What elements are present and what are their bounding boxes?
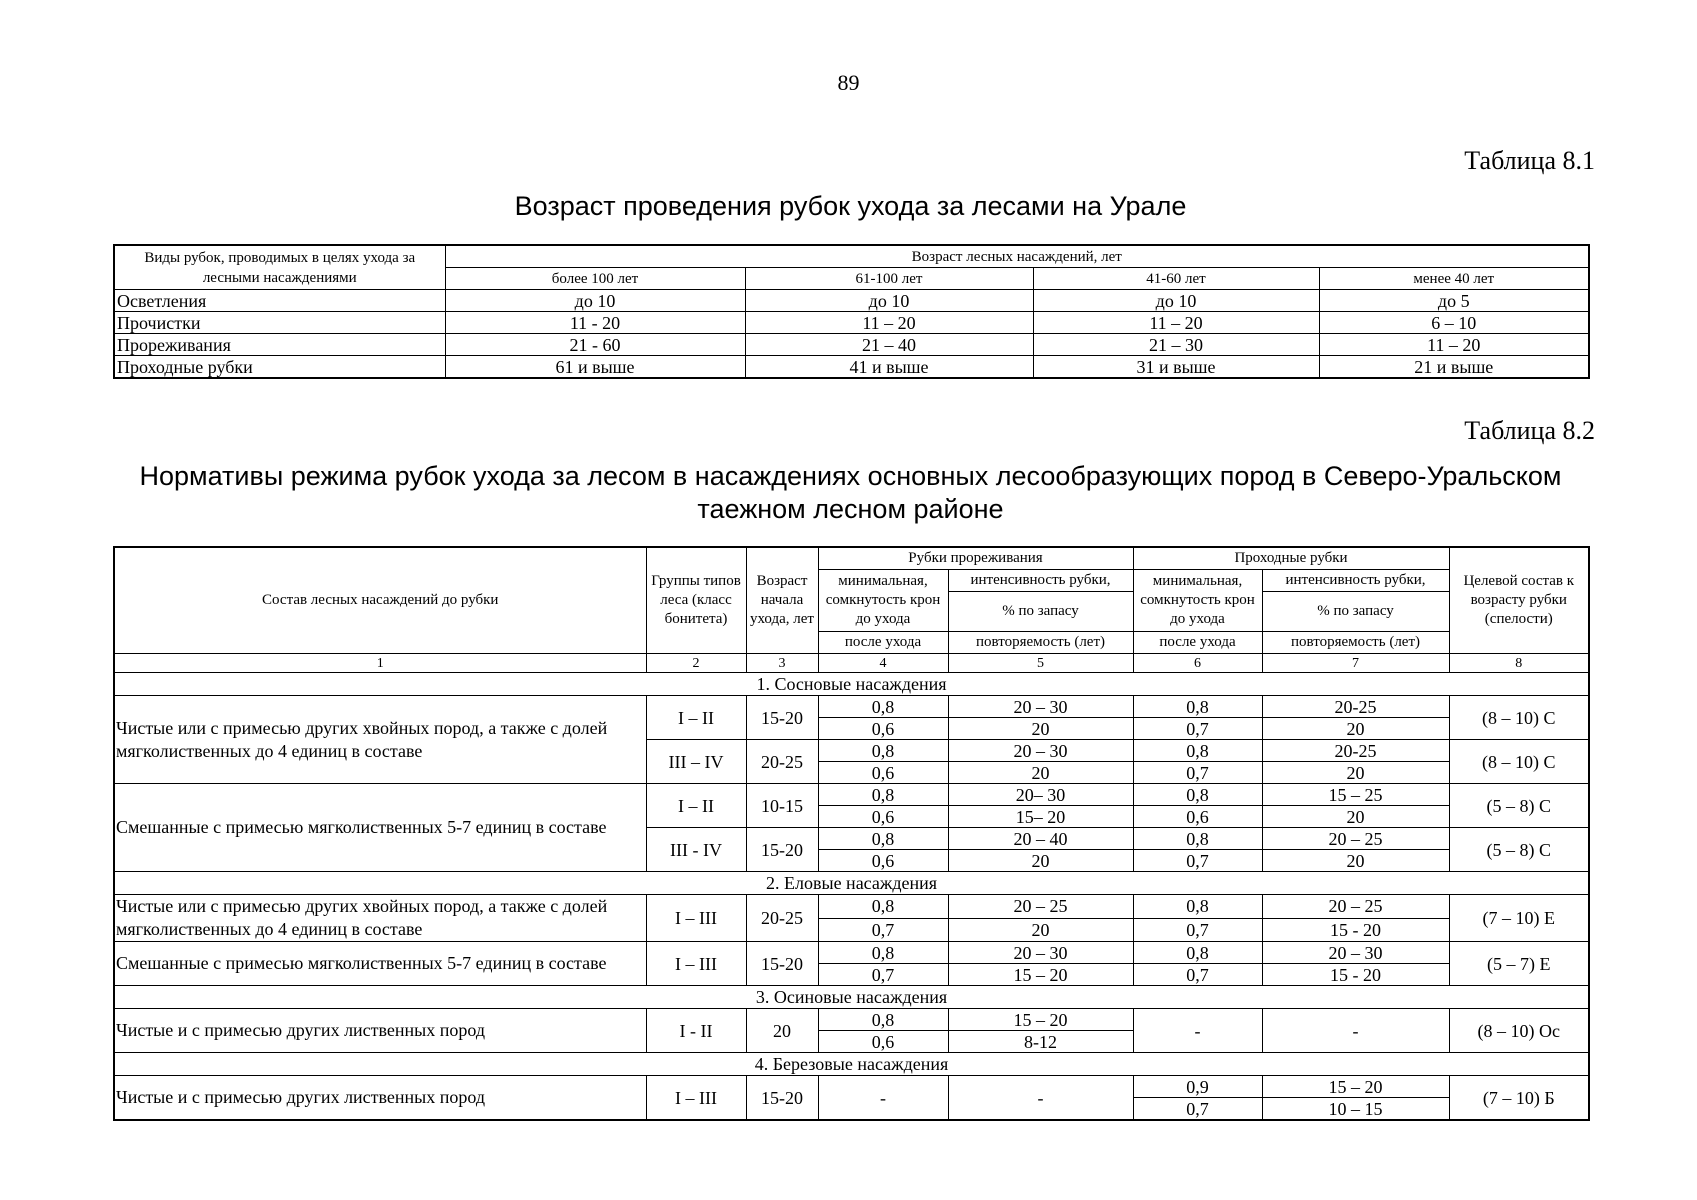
t2-age: 15-20: [746, 696, 818, 740]
t2-col-number: 6: [1133, 654, 1262, 673]
table-row: [114, 290, 1589, 312]
t2-cell: 0,8: [818, 784, 948, 806]
t1-header-age: 61-100 лет: [745, 268, 1033, 290]
table-8-2-title: Нормативы режима рубок ухода за лесом в насаждениях основных лесообразующих пород в Северо-Уральском таежном лесном районе: [139, 461, 1562, 524]
t2-cell: 20 – 30: [948, 740, 1133, 762]
t2-composition: Чистые или с примесью других хвойных пород, а также с долей мягколиственных до 4 единиц в составе: [114, 895, 646, 942]
t1-cell: 21 – 40: [745, 334, 1033, 356]
t2-section-aspen: 3. Осиновые насаждения: [114, 986, 1589, 1009]
t2-header-repeat: повторяемость (лет): [948, 632, 1133, 654]
t2-composition: Смешанные с примесью мягколиственных 5-7 единиц в составе: [114, 942, 646, 986]
t2-col-number: 8: [1449, 654, 1589, 673]
table-8-1-title: Возраст проведения рубок ухода за лесами на Урале: [514, 191, 1187, 221]
t2-cell: 20 – 40: [948, 828, 1133, 850]
t2-header-composition: Состав лесных насаждений до рубки: [114, 547, 646, 654]
t2-cell: 0,7: [1133, 918, 1262, 942]
t2-section-spruce: 2. Еловые насаждения: [114, 872, 1589, 895]
t2-cell: 0,8: [1133, 696, 1262, 718]
t2-group: I – III: [646, 1076, 746, 1121]
t2-group: I – III: [646, 895, 746, 942]
t1-cell: 11 – 20: [1319, 334, 1589, 356]
t1-cell: до 10: [1033, 290, 1319, 312]
t1-row-name: Прочистки: [114, 312, 445, 334]
t2-header-intensity: интенсивность рубки,: [1262, 570, 1449, 592]
t2-age: 15-20: [746, 942, 818, 986]
t2-section-birch: 4. Березовые насаждения: [114, 1053, 1589, 1076]
t2-cell: 20-25: [1262, 740, 1449, 762]
t2-col-number: 2: [646, 654, 746, 673]
t1-cell: 21 - 60: [445, 334, 745, 356]
t2-cell: 0,6: [818, 718, 948, 740]
t2-cell: 0,7: [1133, 718, 1262, 740]
t1-row-name: Проходные рубки: [114, 356, 445, 379]
t2-cell: -: [1133, 1009, 1262, 1053]
t2-composition: Чистые или с примесью других хвойных пород, а также с долей мягколиственных до 4 единиц в составе: [114, 696, 646, 784]
t2-col-number: 7: [1262, 654, 1449, 673]
t2-cell: 0,8: [1133, 942, 1262, 964]
t1-header-age: 41-60 лет: [1033, 268, 1319, 290]
t1-cell: 11 – 20: [745, 312, 1033, 334]
t2-header-repeat: повторяемость (лет): [1262, 632, 1449, 654]
t2-header-after: после ухода: [818, 632, 948, 654]
t1-header-age-group: Возраст лесных насаждений, лет: [445, 245, 1589, 268]
t2-cell: 0,8: [1133, 828, 1262, 850]
t2-cell: -: [818, 1076, 948, 1121]
t2-section-pine: 1. Сосновые насаждения: [114, 673, 1589, 696]
t2-cell: 15– 20: [948, 806, 1133, 828]
t1-cell: до 10: [445, 290, 745, 312]
t2-cell: 20 – 30: [948, 696, 1133, 718]
t2-cell: 0,8: [818, 828, 948, 850]
t2-age: 15-20: [746, 1076, 818, 1121]
table-row: [114, 696, 1589, 718]
t2-composition: Чистые и с примесью других лиственных пород: [114, 1009, 646, 1053]
t2-header-target: Целевой состав к возрасту рубки (спелости): [1449, 547, 1589, 654]
t2-target: (5 – 8) С: [1449, 784, 1589, 828]
t2-header-start-age: Возраст начала ухода, лет: [746, 547, 818, 654]
t2-cell: 20 – 25: [1262, 895, 1449, 919]
table-8-2-label: Таблица 8.2: [1464, 416, 1595, 445]
t1-cell: до 5: [1319, 290, 1589, 312]
t2-cell: 0,7: [1133, 850, 1262, 872]
t2-header-forest-group: Группы типов леса (класс бонитета): [646, 547, 746, 654]
table-row: [114, 334, 1589, 356]
table-8-2: [113, 546, 1590, 1121]
t1-row-name: Прореживания: [114, 334, 445, 356]
t1-cell: 11 - 20: [445, 312, 745, 334]
t2-cell: 15 - 20: [1262, 918, 1449, 942]
t2-cell: -: [1262, 1009, 1449, 1053]
t2-cell: 20– 30: [948, 784, 1133, 806]
t1-cell: до 10: [745, 290, 1033, 312]
t2-col-number: 3: [746, 654, 818, 673]
t2-cell: -: [948, 1076, 1133, 1121]
t2-cell: 0,7: [1133, 964, 1262, 986]
t2-header-thinning: Рубки прореживания: [818, 547, 1133, 570]
t1-row-name: Осветления: [114, 290, 445, 312]
t1-cell: 11 – 20: [1033, 312, 1319, 334]
t2-cell: 0,6: [818, 806, 948, 828]
t1-cell: 21 и выше: [1319, 356, 1589, 379]
t2-cell: 0,6: [818, 762, 948, 784]
t2-cell: 0,8: [818, 696, 948, 718]
table-row: [114, 312, 1589, 334]
t2-header-after: после ухода: [1133, 632, 1262, 654]
t2-target: (7 – 10) Е: [1449, 895, 1589, 942]
t2-cell: 0,7: [818, 964, 948, 986]
table-row: [114, 1009, 1589, 1031]
t2-cell: 20: [948, 850, 1133, 872]
t2-cell: 0,8: [818, 740, 948, 762]
table-row: [114, 895, 1589, 919]
t2-cell: 20: [948, 762, 1133, 784]
t2-group: III - IV: [646, 828, 746, 872]
table-row: [114, 1076, 1589, 1098]
t2-cell: 20: [1262, 762, 1449, 784]
t2-cell: 8-12: [948, 1031, 1133, 1053]
t1-cell: 21 – 30: [1033, 334, 1319, 356]
t2-cell: 15 - 20: [1262, 964, 1449, 986]
table-row: [114, 942, 1589, 964]
t2-target: (8 – 10) С: [1449, 696, 1589, 740]
t2-target: (8 – 10) С: [1449, 740, 1589, 784]
t2-cell: 20 – 30: [948, 942, 1133, 964]
t2-cell: 15 – 25: [1262, 784, 1449, 806]
t1-header-age: более 100 лет: [445, 268, 745, 290]
t1-cell: 31 и выше: [1033, 356, 1319, 379]
t2-cell: 20 – 25: [1262, 828, 1449, 850]
t1-header-cut-types: Виды рубок, проводимых в целях ухода за лесными насаждениями: [114, 245, 445, 290]
t2-cell: 15 – 20: [948, 1009, 1133, 1031]
t2-composition: Смешанные с примесью мягколиственных 5-7 единиц в составе: [114, 784, 646, 872]
t2-age: 15-20: [746, 828, 818, 872]
t2-cell: 0,8: [1133, 895, 1262, 919]
t2-target: (7 – 10) Б: [1449, 1076, 1589, 1121]
t2-cell: 20 – 25: [948, 895, 1133, 919]
t2-cell: 15 – 20: [948, 964, 1133, 986]
t2-cell: 20: [948, 718, 1133, 740]
t2-group: I – II: [646, 784, 746, 828]
t2-cell: 20: [1262, 850, 1449, 872]
t2-cell: 0,8: [818, 942, 948, 964]
t2-cell: 0,7: [1133, 1098, 1262, 1121]
t2-cell: 0,7: [1133, 762, 1262, 784]
t2-header-pct-stock: % по запасу: [1262, 592, 1449, 632]
t2-group: I – III: [646, 942, 746, 986]
t2-target: (5 – 8) С: [1449, 828, 1589, 872]
t2-age: 10-15: [746, 784, 818, 828]
t2-cell: 0,8: [818, 1009, 948, 1031]
t2-header-min-density: минимальная, сомкнутость крон до ухода: [1133, 570, 1262, 632]
t2-cell: 0,7: [818, 918, 948, 942]
t2-cell: 0,6: [818, 1031, 948, 1053]
t1-cell: 61 и выше: [445, 356, 745, 379]
t2-age: 20: [746, 1009, 818, 1053]
table-row: [114, 784, 1589, 806]
t2-cell: 10 – 15: [1262, 1098, 1449, 1121]
t2-header-intensity: интенсивность рубки,: [948, 570, 1133, 592]
t2-cell: 0,6: [1133, 806, 1262, 828]
t2-age: 20-25: [746, 740, 818, 784]
t1-cell: 6 – 10: [1319, 312, 1589, 334]
t2-col-number: 1: [114, 654, 646, 673]
t2-composition: Чистые и с примесью других лиственных пород: [114, 1076, 646, 1121]
t2-cell: 20: [1262, 806, 1449, 828]
t2-cell: 20: [948, 918, 1133, 942]
t1-header-age: менее 40 лет: [1319, 268, 1589, 290]
t1-cell: 41 и выше: [745, 356, 1033, 379]
t2-header-min-density: минимальная, сомкнутость крон до ухода: [818, 570, 948, 632]
t2-col-number: 4: [818, 654, 948, 673]
t2-cell: 0,8: [1133, 740, 1262, 762]
t2-target: (5 – 7) Е: [1449, 942, 1589, 986]
t2-cell: 0,6: [818, 850, 948, 872]
table-8-1: [113, 244, 1590, 379]
t2-cell: 20-25: [1262, 696, 1449, 718]
t2-header-passage: Проходные рубки: [1133, 547, 1449, 570]
t2-cell: 0,8: [1133, 784, 1262, 806]
t2-target: (8 – 10) Ос: [1449, 1009, 1589, 1053]
t2-col-number: 5: [948, 654, 1133, 673]
t2-group: I – II: [646, 696, 746, 740]
table-row: [114, 356, 1589, 379]
t2-cell: 0,8: [818, 895, 948, 919]
page-number: 89: [837, 70, 860, 95]
t2-age: 20-25: [746, 895, 818, 942]
table-8-1-label: Таблица 8.1: [1464, 146, 1595, 175]
t2-group: III – IV: [646, 740, 746, 784]
t2-cell: 20 – 30: [1262, 942, 1449, 964]
t2-group: I - II: [646, 1009, 746, 1053]
t2-cell: 20: [1262, 718, 1449, 740]
t2-header-pct-stock: % по запасу: [948, 592, 1133, 632]
t2-cell: 0,9: [1133, 1076, 1262, 1098]
t2-cell: 15 – 20: [1262, 1076, 1449, 1098]
